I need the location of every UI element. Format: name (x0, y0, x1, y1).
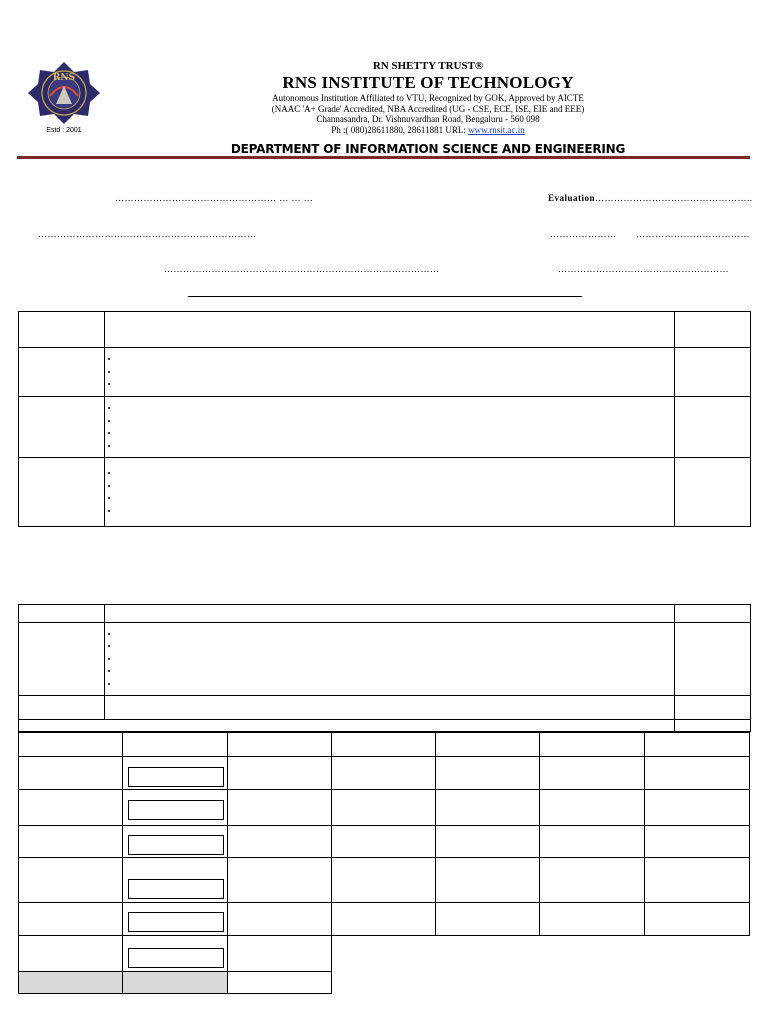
evaluation-label: Evaluation (548, 193, 596, 203)
table1-cell[interactable] (19, 348, 105, 397)
phone-text: Ph :( 080)28611880, 28611881 URL: (331, 125, 469, 135)
table2-bullet-cell[interactable] (104, 623, 674, 696)
table2-cell[interactable] (675, 720, 751, 732)
table1-cell[interactable] (675, 348, 751, 397)
grid-cell[interactable] (19, 857, 123, 902)
grid-cell[interactable] (331, 857, 436, 902)
grid-total-cell[interactable] (227, 971, 331, 993)
table2-header-cell (675, 605, 751, 623)
marks-input-box[interactable] (128, 879, 224, 899)
evaluation-field[interactable] (548, 193, 753, 203)
grid-cell[interactable] (540, 857, 645, 902)
grid-cell[interactable] (540, 789, 645, 825)
marks-input-box[interactable] (128, 800, 224, 820)
table2-cell[interactable] (675, 696, 751, 720)
table1-header-cell (104, 312, 674, 348)
table1-cell[interactable] (19, 458, 105, 527)
table1-header-cell (675, 312, 751, 348)
marks-input-box[interactable] (128, 767, 224, 787)
grid-cell[interactable] (645, 902, 750, 935)
marks-input-box[interactable] (128, 835, 224, 855)
grid-cell[interactable] (19, 756, 123, 789)
grid-cell[interactable] (331, 756, 436, 789)
marks-input-box[interactable] (128, 912, 224, 932)
table1-cell[interactable] (675, 458, 751, 527)
table1-bullet-cell[interactable] (104, 397, 674, 458)
field-dots-5[interactable]: …………………………………………………………………………… (164, 264, 440, 274)
field-dots-3[interactable]: ………………… (550, 229, 617, 239)
table2-header-cell (19, 605, 105, 623)
evaluation-dots: ………………………………………….. (595, 193, 753, 203)
logo-text: RNS (52, 73, 76, 83)
field-dots-6[interactable]: ……………………………………………… (558, 264, 729, 274)
grid-cell[interactable] (227, 902, 331, 935)
grid-blank-area (331, 971, 749, 993)
rubric-table-2 (18, 604, 751, 732)
header-divider (17, 156, 750, 159)
rubric-table-1 (18, 311, 751, 527)
grid-cell[interactable] (436, 902, 540, 935)
address-line: Channasandra, Dr. Vishnuvardhan Road, Bengaluru - 560 098 (316, 114, 540, 124)
grid-cell[interactable] (227, 825, 331, 857)
title-underline (188, 296, 582, 297)
grid-cell[interactable] (645, 789, 750, 825)
table1-cell[interactable] (19, 397, 105, 458)
grid-cell[interactable] (540, 756, 645, 789)
table2-header-cell (104, 605, 674, 623)
bullet-list (105, 402, 674, 452)
grid-header-cell (645, 732, 750, 756)
estd-label: Estd : 2001 (46, 127, 82, 134)
grid-shaded-cell (19, 971, 123, 993)
institute-logo (26, 60, 102, 126)
grid-header-cell (227, 732, 331, 756)
bullet-list (105, 628, 674, 691)
grid-cell[interactable] (331, 789, 436, 825)
grid-cell[interactable] (331, 825, 436, 857)
table1-cell[interactable] (675, 397, 751, 458)
grid-cell[interactable] (19, 902, 123, 935)
department-title: DEPARTMENT OF INFORMATION SCIENCE AND ENGINEERING (230, 142, 626, 156)
grid-header-cell (19, 732, 123, 756)
grid-shaded-cell (122, 971, 227, 993)
table1-bullet-cell[interactable] (104, 348, 674, 397)
table2-cell[interactable] (19, 720, 675, 732)
grid-header-cell (331, 732, 436, 756)
grid-cell[interactable] (19, 935, 123, 971)
table1-header-cell (19, 312, 105, 348)
grid-cell[interactable] (436, 857, 540, 902)
grid-header-cell (122, 732, 227, 756)
grid-cell[interactable] (19, 789, 123, 825)
institute-name: RNS INSTITUTE OF TECHNOLOGY (282, 73, 574, 92)
bullet-list (105, 467, 674, 517)
grid-cell[interactable] (436, 789, 540, 825)
accreditation-line: (NAAC 'A+ Grade' Accredited, NBA Accredited (UG - CSE, ECE, ISE, EIE and EEE) (271, 104, 585, 114)
grid-cell[interactable] (19, 825, 123, 857)
field-dots-4[interactable]: ……………………………… (636, 229, 750, 239)
grid-cell[interactable] (645, 825, 750, 857)
website-link[interactable]: www.rnsit.ac.in (468, 125, 525, 135)
grid-cell[interactable] (227, 857, 331, 902)
grid-cell[interactable] (645, 857, 750, 902)
grid-cell[interactable] (645, 756, 750, 789)
grid-cell[interactable] (227, 756, 331, 789)
grid-cell[interactable] (436, 825, 540, 857)
affiliation-line: Autonomous Institution Affiliated to VTU, Recognized by GOK, Approved by AICTE (272, 93, 584, 103)
grid-header-cell (540, 732, 645, 756)
grid-cell[interactable] (436, 756, 540, 789)
grid-cell[interactable] (540, 825, 645, 857)
field-dots-2[interactable]: …………………………………………………………… (38, 229, 257, 239)
table2-cell[interactable] (104, 696, 674, 720)
table1-bullet-cell[interactable] (104, 458, 674, 527)
field-dots-1[interactable]: …………………………………………… … … … (115, 193, 314, 203)
table2-cell[interactable] (675, 623, 751, 696)
table2-cell[interactable] (19, 696, 105, 720)
grid-cell[interactable] (540, 902, 645, 935)
grid-cell[interactable] (227, 935, 331, 971)
trust-name: RN SHETTY TRUST® (372, 60, 484, 72)
table2-cell[interactable] (19, 623, 105, 696)
grid-cell[interactable] (227, 789, 331, 825)
marks-input-box[interactable] (128, 948, 224, 968)
grid-cell[interactable] (331, 902, 436, 935)
bullet-list (105, 353, 674, 391)
contact-line (200, 125, 656, 135)
grid-blank-area (331, 935, 749, 971)
grid-header-cell (436, 732, 540, 756)
